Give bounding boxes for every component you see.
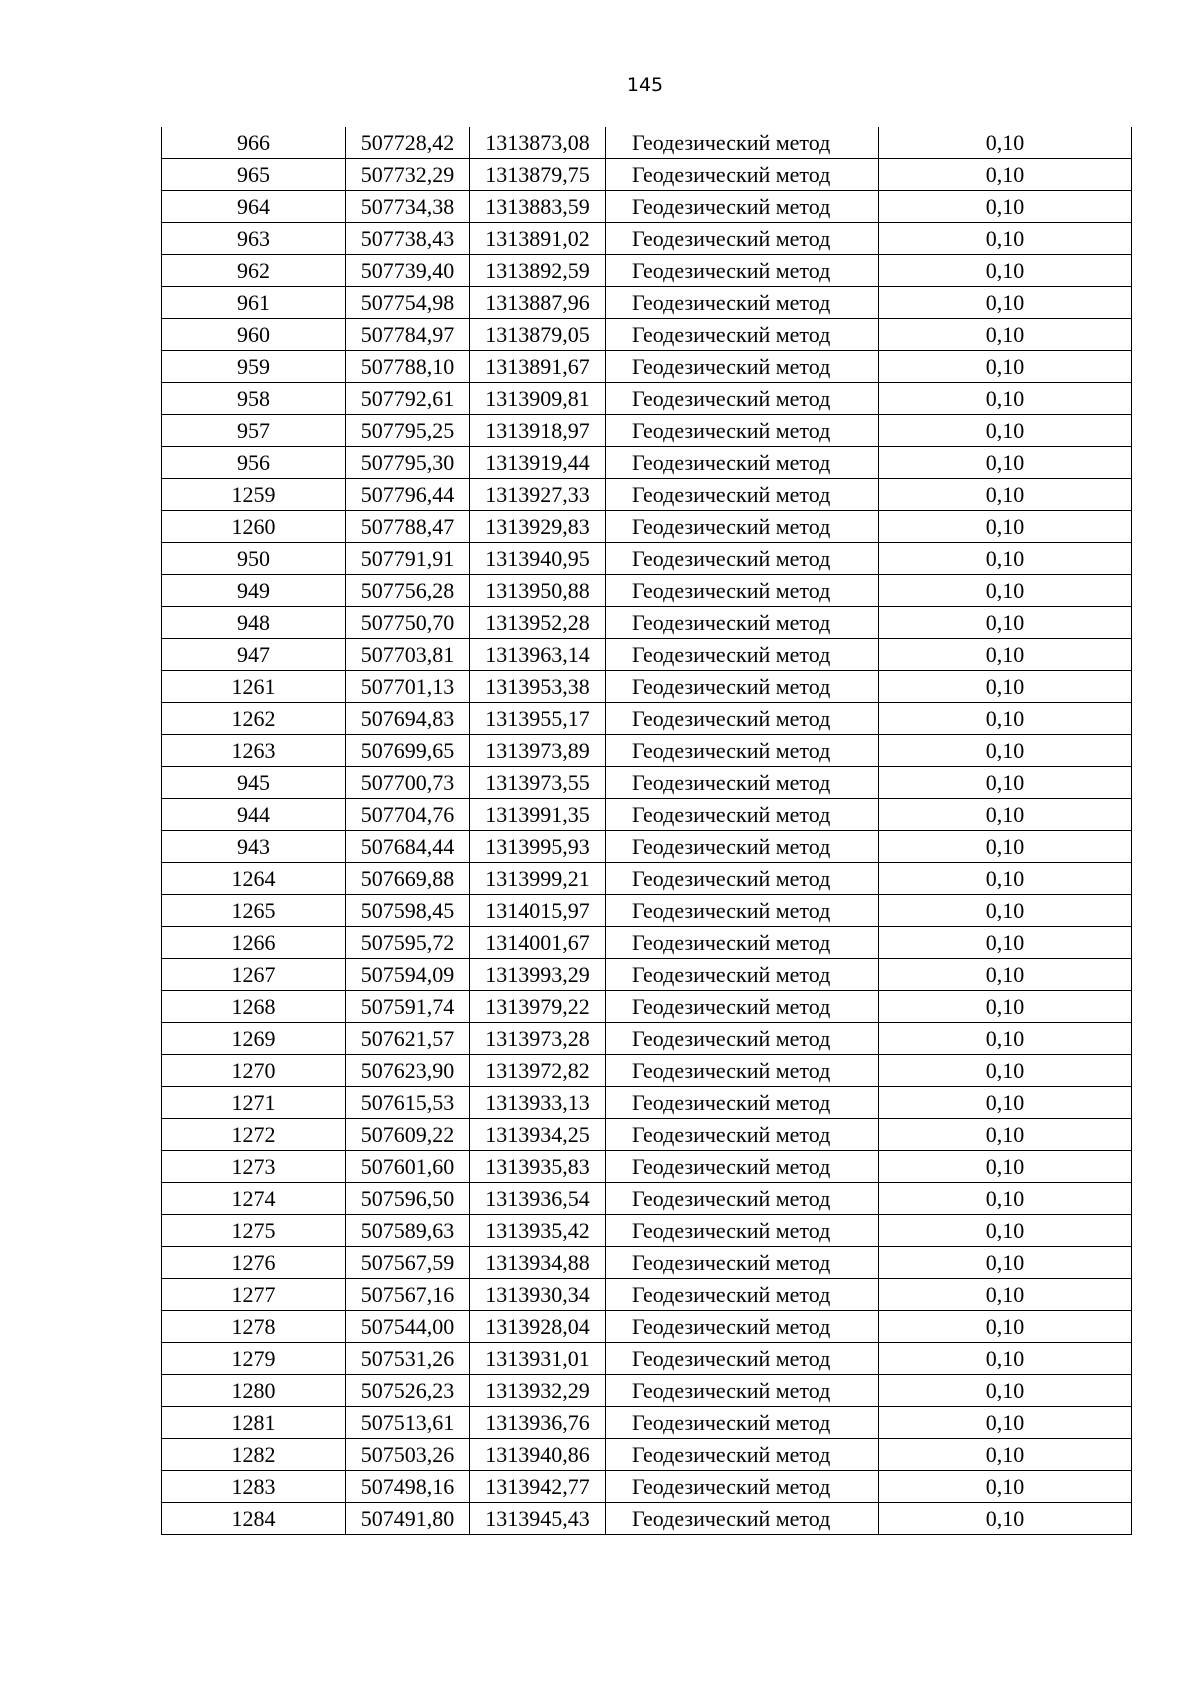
accuracy-cell: 0,10 <box>879 831 1132 863</box>
point-number-cell: 1271 <box>162 1087 346 1119</box>
point-number-cell: 1269 <box>162 1023 346 1055</box>
point-number-cell: 1279 <box>162 1343 346 1375</box>
point-number-cell: 959 <box>162 351 346 383</box>
point-number-cell: 1282 <box>162 1439 346 1471</box>
x-coordinate-cell: 507567,59 <box>346 1247 470 1279</box>
table-row <box>162 575 1132 607</box>
method-cell: Геодезический метод <box>606 1279 879 1311</box>
x-coordinate-cell: 507513,61 <box>346 1407 470 1439</box>
y-coordinate-cell: 1313935,83 <box>470 1151 606 1183</box>
table-row <box>162 1439 1132 1471</box>
accuracy-cell: 0,10 <box>879 447 1132 479</box>
y-coordinate-cell: 1313883,59 <box>470 191 606 223</box>
table-row <box>162 1087 1132 1119</box>
point-number-cell: 947 <box>162 639 346 671</box>
y-coordinate-cell: 1313942,77 <box>470 1471 606 1503</box>
accuracy-cell: 0,10 <box>879 607 1132 639</box>
x-coordinate-cell: 507615,53 <box>346 1087 470 1119</box>
method-cell: Геодезический метод <box>606 319 879 351</box>
x-coordinate-cell: 507595,72 <box>346 927 470 959</box>
table-row <box>162 639 1132 671</box>
y-coordinate-cell: 1313972,82 <box>470 1055 606 1087</box>
table-row <box>162 127 1132 159</box>
accuracy-cell: 0,10 <box>879 511 1132 543</box>
accuracy-cell: 0,10 <box>879 1055 1132 1087</box>
y-coordinate-cell: 1313952,28 <box>470 607 606 639</box>
accuracy-cell: 0,10 <box>879 799 1132 831</box>
table-row <box>162 191 1132 223</box>
point-number-cell: 966 <box>162 127 346 159</box>
accuracy-cell: 0,10 <box>879 255 1132 287</box>
method-cell: Геодезический метод <box>606 831 879 863</box>
accuracy-cell: 0,10 <box>879 1311 1132 1343</box>
table-row <box>162 863 1132 895</box>
x-coordinate-cell: 507598,45 <box>346 895 470 927</box>
table-row <box>162 1503 1132 1535</box>
point-number-cell: 963 <box>162 223 346 255</box>
coordinates-table-body <box>162 127 1132 1535</box>
x-coordinate-cell: 507795,25 <box>346 415 470 447</box>
accuracy-cell: 0,10 <box>879 223 1132 255</box>
table-row <box>162 799 1132 831</box>
y-coordinate-cell: 1313940,95 <box>470 543 606 575</box>
accuracy-cell: 0,10 <box>879 1151 1132 1183</box>
y-coordinate-cell: 1313879,05 <box>470 319 606 351</box>
y-coordinate-cell: 1313873,08 <box>470 127 606 159</box>
point-number-cell: 1272 <box>162 1119 346 1151</box>
y-coordinate-cell: 1313887,96 <box>470 287 606 319</box>
table-row <box>162 511 1132 543</box>
table-row <box>162 287 1132 319</box>
x-coordinate-cell: 507591,74 <box>346 991 470 1023</box>
x-coordinate-cell: 507531,26 <box>346 1343 470 1375</box>
x-coordinate-cell: 507792,61 <box>346 383 470 415</box>
table-row <box>162 543 1132 575</box>
point-number-cell: 948 <box>162 607 346 639</box>
method-cell: Геодезический метод <box>606 799 879 831</box>
y-coordinate-cell: 1313933,13 <box>470 1087 606 1119</box>
point-number-cell: 1264 <box>162 863 346 895</box>
point-number-cell: 1273 <box>162 1151 346 1183</box>
point-number-cell: 957 <box>162 415 346 447</box>
x-coordinate-cell: 507754,98 <box>346 287 470 319</box>
point-number-cell: 1261 <box>162 671 346 703</box>
y-coordinate-cell: 1313918,97 <box>470 415 606 447</box>
method-cell: Геодезический метод <box>606 671 879 703</box>
point-number-cell: 1262 <box>162 703 346 735</box>
point-number-cell: 958 <box>162 383 346 415</box>
table-row <box>162 1375 1132 1407</box>
y-coordinate-cell: 1313995,93 <box>470 831 606 863</box>
point-number-cell: 1281 <box>162 1407 346 1439</box>
accuracy-cell: 0,10 <box>879 735 1132 767</box>
table-row <box>162 671 1132 703</box>
method-cell: Геодезический метод <box>606 735 879 767</box>
point-number-cell: 1266 <box>162 927 346 959</box>
method-cell: Геодезический метод <box>606 1183 879 1215</box>
y-coordinate-cell: 1313973,89 <box>470 735 606 767</box>
point-number-cell: 1280 <box>162 1375 346 1407</box>
accuracy-cell: 0,10 <box>879 383 1132 415</box>
x-coordinate-cell: 507544,00 <box>346 1311 470 1343</box>
y-coordinate-cell: 1313936,54 <box>470 1183 606 1215</box>
method-cell: Геодезический метод <box>606 1151 879 1183</box>
accuracy-cell: 0,10 <box>879 319 1132 351</box>
y-coordinate-cell: 1313934,88 <box>470 1247 606 1279</box>
table-row <box>162 415 1132 447</box>
point-number-cell: 1284 <box>162 1503 346 1535</box>
point-number-cell: 960 <box>162 319 346 351</box>
table-row <box>162 1151 1132 1183</box>
accuracy-cell: 0,10 <box>879 991 1132 1023</box>
point-number-cell: 1278 <box>162 1311 346 1343</box>
method-cell: Геодезический метод <box>606 1055 879 1087</box>
table-row <box>162 351 1132 383</box>
x-coordinate-cell: 507788,47 <box>346 511 470 543</box>
x-coordinate-cell: 507596,50 <box>346 1183 470 1215</box>
x-coordinate-cell: 507594,09 <box>346 959 470 991</box>
accuracy-cell: 0,10 <box>879 1023 1132 1055</box>
accuracy-cell: 0,10 <box>879 1503 1132 1535</box>
accuracy-cell: 0,10 <box>879 287 1132 319</box>
x-coordinate-cell: 507703,81 <box>346 639 470 671</box>
table-row <box>162 1055 1132 1087</box>
y-coordinate-cell: 1314015,97 <box>470 895 606 927</box>
accuracy-cell: 0,10 <box>879 639 1132 671</box>
x-coordinate-cell: 507699,65 <box>346 735 470 767</box>
point-number-cell: 961 <box>162 287 346 319</box>
table-row <box>162 1311 1132 1343</box>
method-cell: Геодезический метод <box>606 1087 879 1119</box>
x-coordinate-cell: 507734,38 <box>346 191 470 223</box>
table-row <box>162 1343 1132 1375</box>
accuracy-cell: 0,10 <box>879 959 1132 991</box>
x-coordinate-cell: 507704,76 <box>346 799 470 831</box>
point-number-cell: 1275 <box>162 1215 346 1247</box>
point-number-cell: 962 <box>162 255 346 287</box>
method-cell: Геодезический метод <box>606 1407 879 1439</box>
accuracy-cell: 0,10 <box>879 159 1132 191</box>
y-coordinate-cell: 1313993,29 <box>470 959 606 991</box>
x-coordinate-cell: 507684,44 <box>346 831 470 863</box>
x-coordinate-cell: 507526,23 <box>346 1375 470 1407</box>
y-coordinate-cell: 1314001,67 <box>470 927 606 959</box>
accuracy-cell: 0,10 <box>879 351 1132 383</box>
accuracy-cell: 0,10 <box>879 895 1132 927</box>
x-coordinate-cell: 507728,42 <box>346 127 470 159</box>
method-cell: Геодезический метод <box>606 447 879 479</box>
point-number-cell: 943 <box>162 831 346 863</box>
table-row <box>162 991 1132 1023</box>
method-cell: Геодезический метод <box>606 191 879 223</box>
method-cell: Геодезический метод <box>606 127 879 159</box>
x-coordinate-cell: 507491,80 <box>346 1503 470 1535</box>
table-row <box>162 383 1132 415</box>
table-row <box>162 831 1132 863</box>
y-coordinate-cell: 1313940,86 <box>470 1439 606 1471</box>
y-coordinate-cell: 1313963,14 <box>470 639 606 671</box>
y-coordinate-cell: 1313892,59 <box>470 255 606 287</box>
y-coordinate-cell: 1313927,33 <box>470 479 606 511</box>
accuracy-cell: 0,10 <box>879 1247 1132 1279</box>
y-coordinate-cell: 1313930,34 <box>470 1279 606 1311</box>
point-number-cell: 950 <box>162 543 346 575</box>
x-coordinate-cell: 507700,73 <box>346 767 470 799</box>
method-cell: Геодезический метод <box>606 223 879 255</box>
accuracy-cell: 0,10 <box>879 703 1132 735</box>
accuracy-cell: 0,10 <box>879 1119 1132 1151</box>
accuracy-cell: 0,10 <box>879 767 1132 799</box>
accuracy-cell: 0,10 <box>879 1215 1132 1247</box>
method-cell: Геодезический метод <box>606 351 879 383</box>
method-cell: Геодезический метод <box>606 1311 879 1343</box>
y-coordinate-cell: 1313979,22 <box>470 991 606 1023</box>
y-coordinate-cell: 1313931,01 <box>470 1343 606 1375</box>
x-coordinate-cell: 507796,44 <box>346 479 470 511</box>
x-coordinate-cell: 507784,97 <box>346 319 470 351</box>
accuracy-cell: 0,10 <box>879 1407 1132 1439</box>
point-number-cell: 956 <box>162 447 346 479</box>
x-coordinate-cell: 507738,43 <box>346 223 470 255</box>
y-coordinate-cell: 1313932,29 <box>470 1375 606 1407</box>
x-coordinate-cell: 507621,57 <box>346 1023 470 1055</box>
y-coordinate-cell: 1313891,02 <box>470 223 606 255</box>
point-number-cell: 965 <box>162 159 346 191</box>
table-row <box>162 1023 1132 1055</box>
method-cell: Геодезический метод <box>606 991 879 1023</box>
point-number-cell: 964 <box>162 191 346 223</box>
table-row <box>162 1407 1132 1439</box>
table-row <box>162 479 1132 511</box>
table-row <box>162 223 1132 255</box>
table-row <box>162 1471 1132 1503</box>
table-row <box>162 319 1132 351</box>
x-coordinate-cell: 507701,13 <box>346 671 470 703</box>
y-coordinate-cell: 1313909,81 <box>470 383 606 415</box>
method-cell: Геодезический метод <box>606 1215 879 1247</box>
y-coordinate-cell: 1313891,67 <box>470 351 606 383</box>
table-row <box>162 1119 1132 1151</box>
point-number-cell: 1283 <box>162 1471 346 1503</box>
coordinates-table <box>161 127 1132 1535</box>
method-cell: Геодезический метод <box>606 607 879 639</box>
method-cell: Геодезический метод <box>606 1471 879 1503</box>
method-cell: Геодезический метод <box>606 1023 879 1055</box>
accuracy-cell: 0,10 <box>879 1343 1132 1375</box>
x-coordinate-cell: 507756,28 <box>346 575 470 607</box>
method-cell: Геодезический метод <box>606 287 879 319</box>
method-cell: Геодезический метод <box>606 543 879 575</box>
x-coordinate-cell: 507623,90 <box>346 1055 470 1087</box>
y-coordinate-cell: 1313973,55 <box>470 767 606 799</box>
y-coordinate-cell: 1313879,75 <box>470 159 606 191</box>
point-number-cell: 1259 <box>162 479 346 511</box>
accuracy-cell: 0,10 <box>879 1375 1132 1407</box>
x-coordinate-cell: 507503,26 <box>346 1439 470 1471</box>
y-coordinate-cell: 1313936,76 <box>470 1407 606 1439</box>
method-cell: Геодезический метод <box>606 1439 879 1471</box>
x-coordinate-cell: 507791,91 <box>346 543 470 575</box>
accuracy-cell: 0,10 <box>879 671 1132 703</box>
x-coordinate-cell: 507498,16 <box>346 1471 470 1503</box>
table-row <box>162 159 1132 191</box>
accuracy-cell: 0,10 <box>879 1439 1132 1471</box>
x-coordinate-cell: 507609,22 <box>346 1119 470 1151</box>
point-number-cell: 1268 <box>162 991 346 1023</box>
table-row <box>162 607 1132 639</box>
method-cell: Геодезический метод <box>606 927 879 959</box>
accuracy-cell: 0,10 <box>879 543 1132 575</box>
accuracy-cell: 0,10 <box>879 1279 1132 1311</box>
x-coordinate-cell: 507739,40 <box>346 255 470 287</box>
x-coordinate-cell: 507601,60 <box>346 1151 470 1183</box>
x-coordinate-cell: 507694,83 <box>346 703 470 735</box>
point-number-cell: 1260 <box>162 511 346 543</box>
accuracy-cell: 0,10 <box>879 127 1132 159</box>
point-number-cell: 1263 <box>162 735 346 767</box>
method-cell: Геодезический метод <box>606 255 879 287</box>
table-row <box>162 1247 1132 1279</box>
point-number-cell: 1270 <box>162 1055 346 1087</box>
method-cell: Геодезический метод <box>606 1503 879 1535</box>
table-row <box>162 895 1132 927</box>
y-coordinate-cell: 1313935,42 <box>470 1215 606 1247</box>
point-number-cell: 949 <box>162 575 346 607</box>
method-cell: Геодезический метод <box>606 479 879 511</box>
page-number: 145 <box>626 74 664 96</box>
table-row <box>162 703 1132 735</box>
x-coordinate-cell: 507589,63 <box>346 1215 470 1247</box>
accuracy-cell: 0,10 <box>879 479 1132 511</box>
point-number-cell: 1277 <box>162 1279 346 1311</box>
table-row <box>162 255 1132 287</box>
table-row <box>162 927 1132 959</box>
y-coordinate-cell: 1313991,35 <box>470 799 606 831</box>
method-cell: Геодезический метод <box>606 511 879 543</box>
accuracy-cell: 0,10 <box>879 927 1132 959</box>
x-coordinate-cell: 507669,88 <box>346 863 470 895</box>
method-cell: Геодезический метод <box>606 1343 879 1375</box>
method-cell: Геодезический метод <box>606 1247 879 1279</box>
method-cell: Геодезический метод <box>606 703 879 735</box>
accuracy-cell: 0,10 <box>879 415 1132 447</box>
table-row <box>162 1215 1132 1247</box>
accuracy-cell: 0,10 <box>879 863 1132 895</box>
point-number-cell: 944 <box>162 799 346 831</box>
table-row <box>162 1183 1132 1215</box>
table-row <box>162 959 1132 991</box>
y-coordinate-cell: 1313929,83 <box>470 511 606 543</box>
y-coordinate-cell: 1313999,21 <box>470 863 606 895</box>
method-cell: Геодезический метод <box>606 1119 879 1151</box>
method-cell: Геодезический метод <box>606 383 879 415</box>
point-number-cell: 945 <box>162 767 346 799</box>
y-coordinate-cell: 1313955,17 <box>470 703 606 735</box>
method-cell: Геодезический метод <box>606 639 879 671</box>
point-number-cell: 1265 <box>162 895 346 927</box>
y-coordinate-cell: 1313919,44 <box>470 447 606 479</box>
table-row <box>162 735 1132 767</box>
y-coordinate-cell: 1313953,38 <box>470 671 606 703</box>
accuracy-cell: 0,10 <box>879 575 1132 607</box>
x-coordinate-cell: 507567,16 <box>346 1279 470 1311</box>
x-coordinate-cell: 507788,10 <box>346 351 470 383</box>
method-cell: Геодезический метод <box>606 863 879 895</box>
method-cell: Геодезический метод <box>606 415 879 447</box>
y-coordinate-cell: 1313928,04 <box>470 1311 606 1343</box>
method-cell: Геодезический метод <box>606 895 879 927</box>
accuracy-cell: 0,10 <box>879 1183 1132 1215</box>
x-coordinate-cell: 507750,70 <box>346 607 470 639</box>
table-row <box>162 447 1132 479</box>
table-row <box>162 767 1132 799</box>
point-number-cell: 1276 <box>162 1247 346 1279</box>
method-cell: Геодезический метод <box>606 575 879 607</box>
y-coordinate-cell: 1313934,25 <box>470 1119 606 1151</box>
point-number-cell: 1274 <box>162 1183 346 1215</box>
method-cell: Геодезический метод <box>606 767 879 799</box>
method-cell: Геодезический метод <box>606 959 879 991</box>
x-coordinate-cell: 507732,29 <box>346 159 470 191</box>
method-cell: Геодезический метод <box>606 1375 879 1407</box>
accuracy-cell: 0,10 <box>879 191 1132 223</box>
method-cell: Геодезический метод <box>606 159 879 191</box>
accuracy-cell: 0,10 <box>879 1471 1132 1503</box>
x-coordinate-cell: 507795,30 <box>346 447 470 479</box>
y-coordinate-cell: 1313973,28 <box>470 1023 606 1055</box>
point-number-cell: 1267 <box>162 959 346 991</box>
accuracy-cell: 0,10 <box>879 1087 1132 1119</box>
y-coordinate-cell: 1313950,88 <box>470 575 606 607</box>
y-coordinate-cell: 1313945,43 <box>470 1503 606 1535</box>
table-row <box>162 1279 1132 1311</box>
